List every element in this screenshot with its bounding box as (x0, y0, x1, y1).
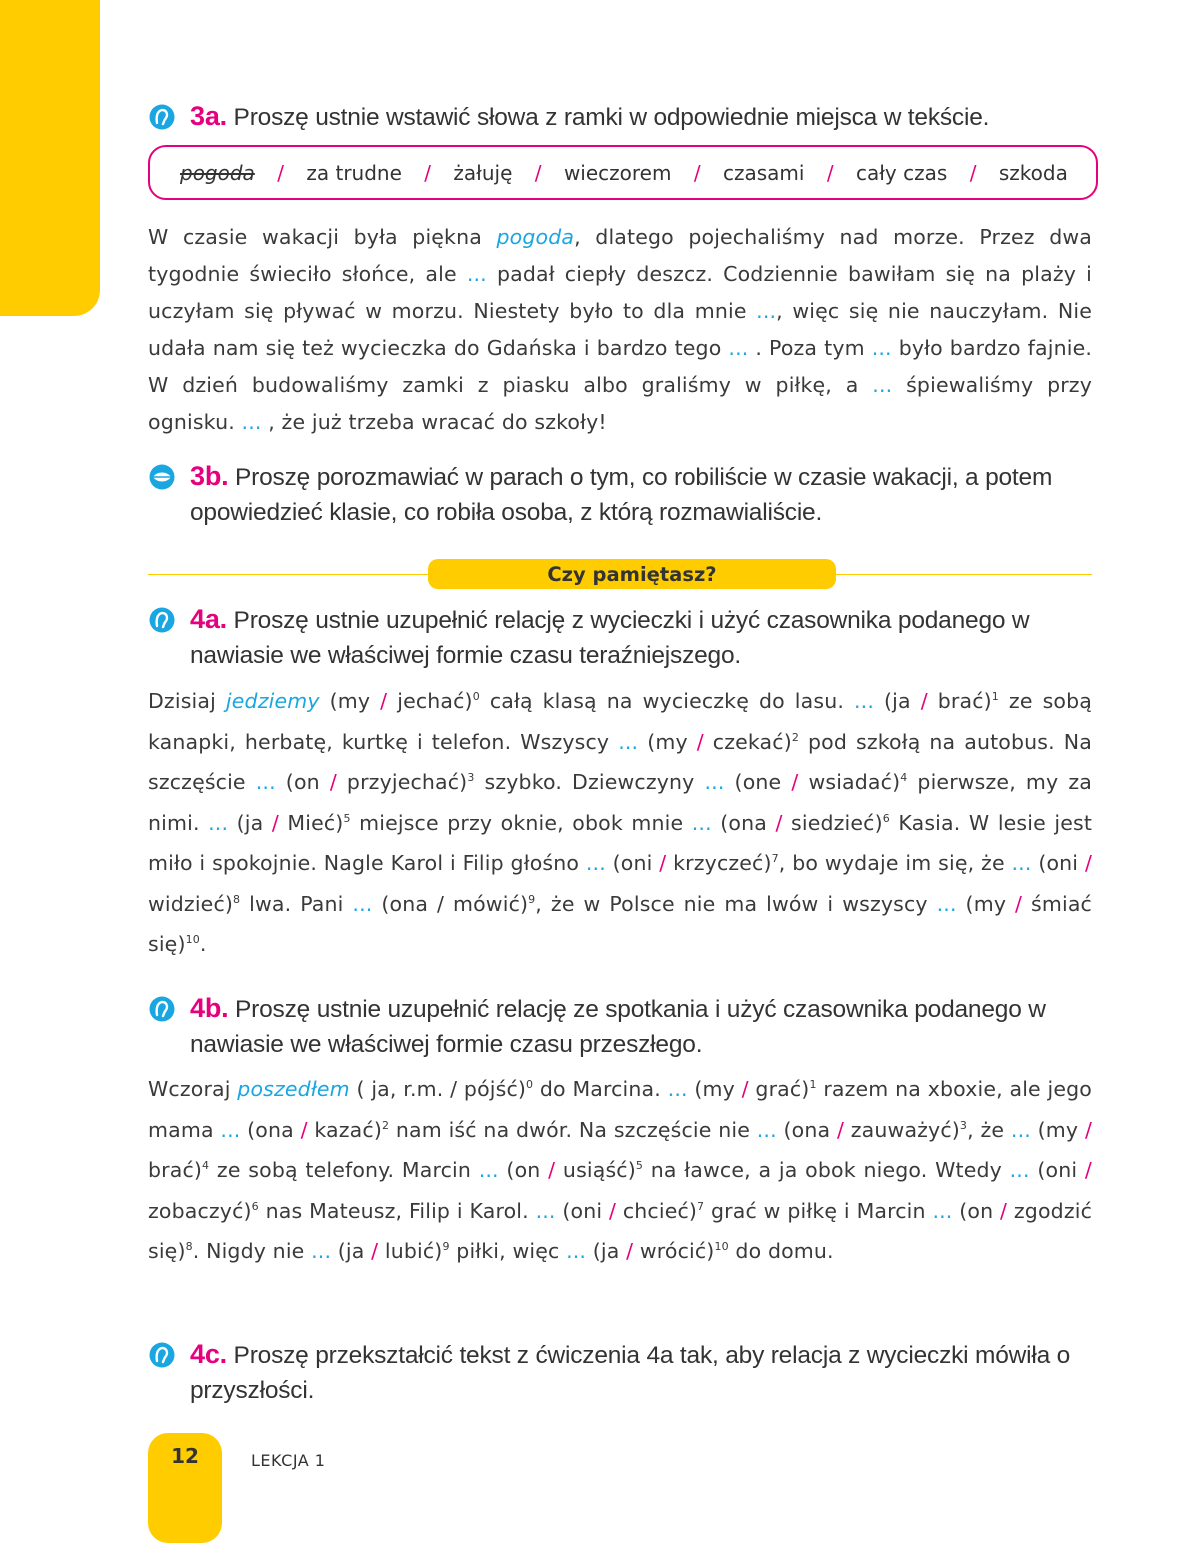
speaking-lips-icon (148, 463, 176, 491)
exercise-instruction: Proszę ustnie uzupełnić relację ze spotkania i użyć czasownika podanego w nawiasie we właściwej formie czasu przeszłego. (190, 996, 1046, 1058)
blank-gap: ... (932, 1198, 953, 1223)
slash-separator: / (548, 1158, 556, 1182)
word-box-item: wieczorem (563, 160, 672, 185)
exercise-number: 4b. (190, 993, 229, 1023)
item-number: 8 (233, 892, 241, 906)
exercise-3b-title (190, 459, 1092, 530)
blank-gap: ... (756, 1117, 777, 1142)
example-answer: pogoda (496, 225, 575, 249)
slash-separator: / (626, 1239, 634, 1263)
exercise-3a-text: W czasie wakacji była piękna pogoda, dlatego pojechaliśmy nad morze. Przez dwa tygodnie świeciło słońce, ale ... padał ciepły deszcz. Codziennie bawiłam się na plaży i uczyłam się pływać w morzu. Niestety było to dla mnie ..., więc się nie nauczyłam. Nie udała nam się też wycieczka do Gdańska i bardzo tego ... . Poza tym ... było bardzo fajnie. W dzień budowaliśmy zamki z piasku albo graliśmy w piłkę, a ... śpiewaliśmy przy ognisku. ... , że już trzeba wracać do szkoły! (148, 225, 1092, 434)
slash-separator: / (329, 770, 337, 794)
slash-separator: / (380, 689, 388, 713)
item-number: 10 (714, 1240, 729, 1254)
slash-separator: / (659, 851, 667, 875)
slash-separator: / (300, 1117, 308, 1142)
exercise-4b (148, 991, 1092, 1063)
ear-icon (148, 606, 176, 634)
blank-gap: ... (535, 1198, 556, 1223)
item-number: 7 (771, 852, 779, 866)
blank-gap: ... (566, 1239, 587, 1263)
exercise-3a (148, 99, 1092, 139)
blank-gap: ... (872, 373, 893, 397)
blank-gap: ... (691, 810, 712, 835)
blank-gap: ... (756, 299, 777, 323)
word-box-item: za trudne (306, 160, 402, 185)
word-box-item: czasami (723, 160, 805, 185)
word-box-item: szkoda (998, 160, 1068, 185)
exercise-4a-title (190, 602, 1092, 673)
exercise-4b-title (190, 991, 1092, 1062)
item-number: 2 (791, 730, 799, 744)
item-number: 4 (202, 1159, 210, 1173)
item-number: 5 (635, 1159, 644, 1173)
blank-gap: ... (704, 770, 725, 794)
ear-icon (148, 995, 176, 1023)
word-box-item: żałuję (453, 160, 513, 185)
item-number: 4 (900, 771, 908, 785)
item-number: 1 (991, 690, 999, 704)
exercise-number: 3a. (190, 101, 227, 131)
blank-gap: ... (667, 1077, 688, 1101)
exercise-instruction: Proszę ustnie wstawić słowa z ramki w odpowiednie miejsca w tekście. (233, 104, 990, 131)
ear-icon (148, 103, 176, 131)
exercise-instruction: Proszę ustnie uzupełnić relację z wycieczki i użyć czasownika podanego w nawiasie we właściwej formie czasu teraźniejszego. (190, 607, 1030, 669)
word-box (148, 145, 1098, 200)
exercise-3b (148, 459, 1092, 531)
word-separator: / (277, 160, 284, 185)
blank-gap: ... (871, 336, 892, 360)
slash-separator: / (1084, 1117, 1093, 1142)
exercise-instruction: Proszę porozmawiać w parach o tym, co robiliście w czasie wakacji, a potem opowiedzieć klasie, co robiła osoba, z którą rozmawialiście. (190, 464, 1053, 526)
exercise-3a-title (190, 99, 1092, 135)
ear-icon (148, 1341, 176, 1369)
slash-separator: / (1084, 851, 1093, 875)
slash-separator: / (1015, 891, 1023, 916)
slash-separator: / (741, 1077, 749, 1101)
exercise-4a (148, 602, 1092, 674)
word-separator: / (969, 160, 977, 185)
blank-gap: ... (936, 891, 957, 916)
exercise-4a-text: Dzisiaj jedziemy (my / jechać)$^0$ całą klasą na wycieczkę do lasu. ... (ja / brać)$^1$ ze sobą kanapki, herbatę, kurtkę i telefon. Wszyscy ... (my / czekać)$^2$ pod szkołą na autobus. Na szczęście ... (on / przyjechać)$^3$ szybko. Dziewczyny ... (one / wsiadać)$^4$ pierwsze, my za nimi. ... (ja / Mieć)$^5$ miejsce przy oknie, obok mnie ... (ona / siedzieć)$^6$ Kasia. W lesie jest miło i spokojnie. Nagle Karol i Filip głośno ... (oni / krzyczeć)$^7$, bo wydaje im się, że ... (oni / widzieć)$^8$ lwa. Pani ... (ona / mówić)$^9$, że w Polsce nie ma lwów i wszyscy ... (my / śmiać się)$^{10}$. (148, 689, 1093, 956)
word-box-item: pogoda (180, 160, 255, 185)
slash-separator: / (271, 810, 279, 835)
blank-gap: ... (466, 262, 487, 286)
blank-gap: ... (241, 410, 262, 434)
lesson-label: LEKCJA 1 (251, 1451, 326, 1470)
exercise-4b-text: Wczoraj poszedłem ( ja, r.m. / pójść)$^0$ do Marcina. ... (my / grać)$^1$ razem na xboxie, ale jego mama ... (ona / kazać)$^2$ nam iść na dwór. Na szczęście nie ... (ona / zauważyć)$^3$, że ... (my / brać)$^4$ ze sobą telefony. Marcin ... (on / usiąść)$^5$ na ławce, a ja obok niego. Wtedy ... (oni / zobaczyć)$^6$ nas Mateusz, Filip i Karol. ... (oni / chcieć)$^7$ grać w piłkę i Marcin ... (on / zgodzić się)$^8$. Nigdy nie ... (ja / lubić)$^9$ piłki, więc ... (ja / wrócić)$^{10}$ do domu. (148, 1077, 1093, 1263)
exercise-4c-title (190, 1337, 1092, 1408)
slash-separator: / (371, 1239, 379, 1263)
item-number: 7 (697, 1199, 705, 1213)
slash-separator: / (775, 810, 783, 835)
word-box-item: cały czas (856, 160, 948, 185)
item-number: 9 (528, 892, 536, 906)
item-number: 10 (185, 933, 200, 947)
blank-gap: ... (585, 851, 606, 875)
item-number: 3 (959, 1118, 968, 1132)
blank-gap: ... (352, 891, 373, 916)
remember-banner: Czy pamiętasz? (428, 559, 836, 589)
word-separator: / (424, 160, 432, 185)
slash-separator: / (696, 729, 704, 754)
word-separator: / (826, 160, 834, 185)
exercise-instruction: Proszę przekształcić tekst z ćwiczenia 4a tak, aby relacja z wycieczki mówiła o przyszłości. (190, 1342, 1071, 1404)
exercise-number: 4a. (190, 604, 227, 634)
item-number: 0 (526, 1078, 534, 1092)
blank-gap: ... (1010, 1117, 1031, 1142)
exercise-number: 3b. (190, 461, 229, 491)
item-number: 2 (381, 1118, 390, 1132)
exercise-number: 4c. (190, 1339, 227, 1369)
item-number: 5 (343, 811, 351, 825)
item-number: 3 (467, 771, 475, 785)
blank-gap: ... (208, 810, 229, 835)
blank-gap: ... (220, 1117, 241, 1142)
blank-gap: ... (311, 1239, 332, 1263)
item-number: 9 (442, 1240, 450, 1254)
blank-gap: ... (1009, 1158, 1030, 1182)
page-number: 12 (171, 1444, 199, 1468)
item-number: 6 (882, 811, 890, 825)
slash-separator: / (1084, 1158, 1092, 1182)
blank-gap: ... (618, 729, 639, 754)
slash-separator: / (920, 689, 928, 713)
word-separator: / (693, 160, 701, 185)
slash-separator: / (791, 770, 799, 794)
item-number: 0 (472, 690, 480, 704)
blank-gap: ... (478, 1158, 499, 1182)
word-separator: / (534, 160, 542, 185)
chapter-side-tab (0, 0, 100, 316)
slash-separator: / (609, 1198, 617, 1223)
item-number: 8 (185, 1240, 193, 1254)
example-answer: poszedłem (237, 1077, 350, 1101)
exercise-4c (148, 1337, 1092, 1409)
item-number: 1 (809, 1078, 817, 1092)
slash-separator: / (836, 1117, 845, 1142)
example-answer: jedziemy (225, 689, 320, 713)
blank-gap: ... (854, 689, 874, 713)
blank-gap: ... (1011, 851, 1032, 875)
blank-gap: ... (255, 770, 276, 794)
item-number: 6 (251, 1199, 259, 1213)
slash-separator: / (1000, 1198, 1008, 1223)
blank-gap: ... (728, 336, 749, 360)
